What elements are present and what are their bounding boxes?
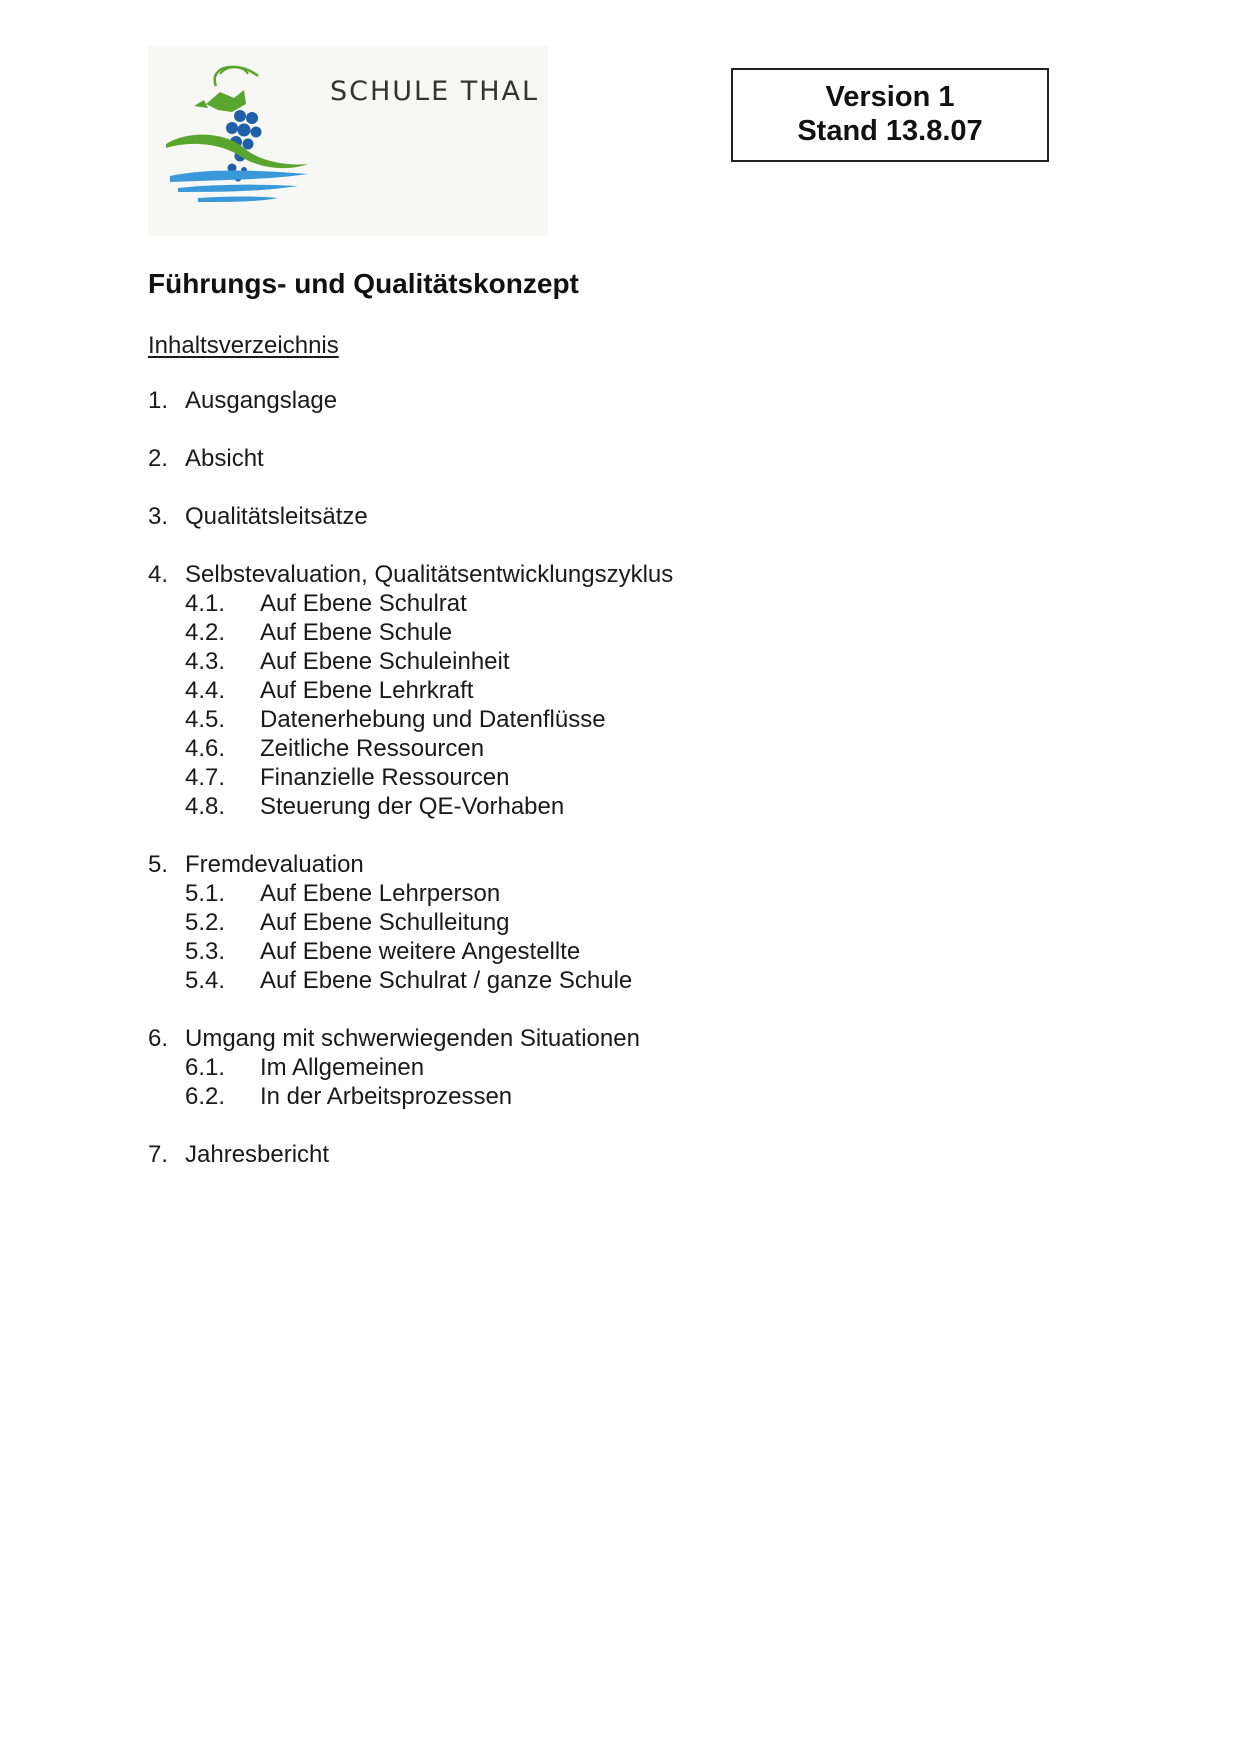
toc-subentry: [148, 937, 1048, 966]
table-of-contents: [148, 386, 1048, 1198]
toc-subentry-number: 5.3.: [185, 938, 226, 965]
toc-entry: [148, 1140, 1048, 1169]
toc-entry-label: Absicht: [185, 445, 264, 472]
document-title: Führungs- und Qualitätskonzept: [148, 268, 579, 299]
toc-entry-label: Selbstevaluation, Qualitätsentwicklungszyklus: [185, 561, 674, 588]
toc-subentry-label: Datenerhebung und Datenflüsse: [260, 706, 606, 733]
toc-subentry-label: Auf Ebene Lehrkraft: [260, 677, 474, 704]
toc-heading: Inhaltsverzeichnis: [148, 332, 339, 359]
toc-section: [148, 1140, 1048, 1169]
toc-subentry-number: 4.7.: [185, 764, 226, 791]
toc-subentry-number: 4.5.: [185, 706, 226, 733]
toc-entry: [148, 502, 1048, 531]
toc-section: [148, 386, 1048, 415]
toc-subentry: [148, 618, 1048, 647]
toc-subentry: [148, 705, 1048, 734]
toc-subentry-label: Auf Ebene Schulleitung: [260, 909, 510, 936]
toc-subentry: [148, 879, 1048, 908]
toc-entry-label: Qualitätsleitsätze: [185, 503, 368, 530]
version-date: Stand 13.8.07: [797, 115, 983, 147]
toc-subentry-label: Im Allgemeinen: [260, 1054, 425, 1081]
toc-subentry: [148, 734, 1048, 763]
toc-entry-number: 6.: [148, 1025, 169, 1052]
toc-entry-number: 1.: [148, 387, 169, 414]
toc-entry-number: 5.: [148, 851, 169, 878]
toc-entry-label: Fremdevaluation: [185, 851, 364, 878]
toc-subentry: [148, 589, 1048, 618]
toc-entry: [148, 850, 1048, 879]
toc-subentry-number: 4.8.: [185, 793, 226, 820]
toc-subentry-label: Steuerung der QE-Vorhaben: [260, 793, 565, 820]
toc-entry: [148, 560, 1048, 589]
toc-subentry-label: Auf Ebene weitere Angestellte: [260, 938, 581, 965]
toc-subentry-number: 4.6.: [185, 735, 226, 762]
toc-subentry-label: Auf Ebene Schuleinheit: [260, 648, 510, 675]
toc-section: [148, 502, 1048, 531]
toc-section: [148, 444, 1048, 473]
toc-subentry: [148, 647, 1048, 676]
logo-text: SCHULE THAL: [330, 76, 540, 107]
version-label: Version 1: [825, 81, 955, 113]
toc-section: [148, 850, 1048, 995]
toc-section: [148, 1024, 1048, 1111]
toc-subentry-number: 4.4.: [185, 677, 226, 704]
toc-subentry-number: 5.2.: [185, 909, 226, 936]
toc-subentry-label: Auf Ebene Schulrat / ganze Schule: [260, 967, 633, 994]
toc-entry-number: 3.: [148, 503, 169, 530]
toc-entry-number: 4.: [148, 561, 169, 588]
toc-subentry: [148, 908, 1048, 937]
toc-entry-label: Jahresbericht: [185, 1141, 330, 1168]
toc-entry-number: 2.: [148, 445, 169, 472]
toc-subentry-label: Zeitliche Ressourcen: [260, 735, 485, 762]
toc-subentry: [148, 1053, 1048, 1082]
toc-subentry-label: In der Arbeitsprozessen: [260, 1083, 513, 1110]
toc-subentry-number: 5.4.: [185, 967, 226, 994]
toc-entry: [148, 1024, 1048, 1053]
toc-subentry-label: Auf Ebene Lehrperson: [260, 880, 501, 907]
toc-entry: [148, 444, 1048, 473]
toc-subentry-label: Finanzielle Ressourcen: [260, 764, 510, 791]
toc-subentry-number: 6.2.: [185, 1083, 226, 1110]
toc-entry-label: Umgang mit schwerwiegenden Situationen: [185, 1025, 640, 1052]
grape-vine-lake-icon: [148, 46, 328, 236]
version-box: [731, 68, 1049, 162]
toc-subentry-label: Auf Ebene Schule: [260, 619, 453, 646]
toc-subentry: [148, 966, 1048, 995]
school-logo: [148, 46, 548, 236]
toc-subentry: [148, 676, 1048, 705]
toc-subentry-number: 6.1.: [185, 1054, 226, 1081]
toc-entry: [148, 386, 1048, 415]
toc-entry-number: 7.: [148, 1141, 169, 1168]
toc-subentry-number: 4.2.: [185, 619, 226, 646]
toc-subentry-label: Auf Ebene Schulrat: [260, 590, 467, 617]
toc-subentry: [148, 792, 1048, 821]
toc-subentry: [148, 1082, 1048, 1111]
toc-subentry: [148, 763, 1048, 792]
toc-subentry-number: 5.1.: [185, 880, 226, 907]
toc-section: [148, 560, 1048, 821]
toc-entry-label: Ausgangslage: [185, 387, 338, 414]
toc-subentry-number: 4.1.: [185, 590, 226, 617]
toc-subentry-number: 4.3.: [185, 648, 226, 675]
